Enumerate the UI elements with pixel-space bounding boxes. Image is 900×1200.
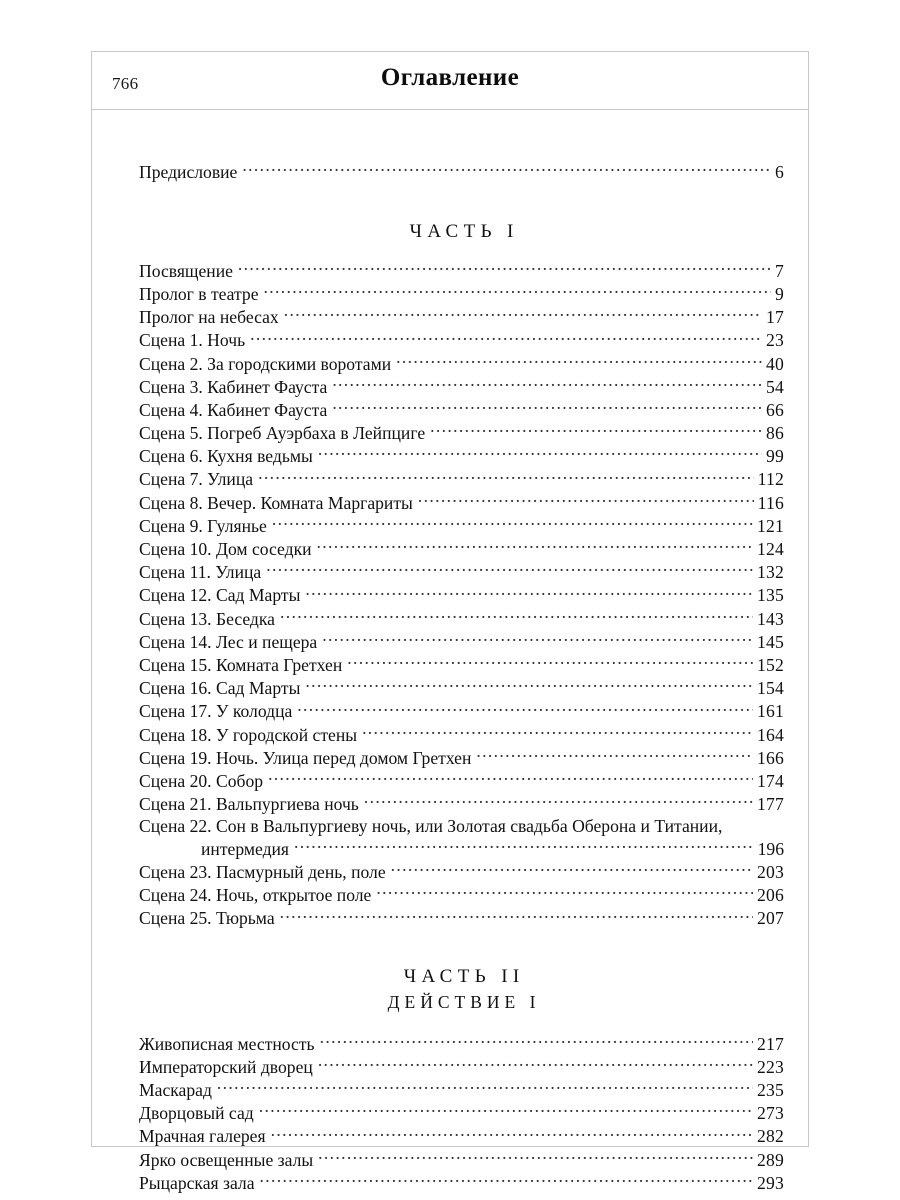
toc-entry-title: Рыцарская зала bbox=[139, 1172, 255, 1193]
toc-entry-title: Сцена 18. У городской стены bbox=[139, 724, 358, 745]
toc-entry-preface[interactable] bbox=[139, 160, 784, 183]
toc-entry[interactable] bbox=[139, 860, 784, 883]
toc-entry-page: 203 bbox=[757, 862, 784, 883]
dot-leader bbox=[264, 282, 771, 300]
page-folio-number: 766 bbox=[112, 74, 139, 93]
toc-entry-page: 132 bbox=[757, 562, 784, 583]
toc-entry-title: Сцена 14. Лес и пещера bbox=[139, 631, 318, 652]
toc-entry-page: 40 bbox=[766, 353, 784, 374]
toc-entry-page: 7 bbox=[775, 260, 784, 281]
toc-entry-continuation bbox=[139, 837, 784, 860]
toc-entry-page: 161 bbox=[757, 701, 784, 722]
toc-entry-page: 116 bbox=[757, 492, 784, 513]
toc-entry[interactable] bbox=[139, 769, 784, 792]
toc-entry-page: 235 bbox=[757, 1080, 784, 1100]
toc-entry-title: Сцена 4. Кабинет Фауста bbox=[139, 399, 328, 420]
dot-leader bbox=[476, 746, 753, 764]
dot-leader bbox=[238, 259, 771, 277]
toc-entry[interactable] bbox=[139, 306, 784, 329]
toc-entry-title: Сцена 24. Ночь, открытое поле bbox=[139, 885, 372, 906]
toc-entry-page: 223 bbox=[757, 1056, 784, 1077]
toc-entry[interactable] bbox=[139, 793, 784, 816]
toc-entry[interactable] bbox=[139, 1125, 784, 1148]
toc-entry-title: Императорский дворец bbox=[139, 1056, 313, 1077]
act-one-heading: ДЕЙСТВИЕ I bbox=[387, 992, 541, 1013]
toc-entry-title: Сцена 5. Погреб Ауэрбаха в Лейпциге bbox=[139, 423, 426, 444]
part-one-entry-list bbox=[139, 259, 784, 930]
toc-entry-page: 143 bbox=[757, 608, 784, 629]
toc-entry-title: Сцена 25. Тюрьма bbox=[139, 908, 275, 929]
toc-entry-page: 206 bbox=[757, 885, 784, 906]
toc-entry-title: Сцена 19. Ночь. Улица перед домом Гретхен bbox=[139, 747, 472, 768]
dot-leader bbox=[322, 630, 753, 648]
toc-entry-title: Сцена 2. За городскими воротами bbox=[139, 353, 392, 374]
dot-leader bbox=[297, 700, 753, 718]
toc-entry-title: Мрачная галерея bbox=[139, 1126, 266, 1147]
dot-leader bbox=[364, 793, 753, 811]
toc-entry-title: Пролог на небесах bbox=[139, 307, 279, 328]
toc-entry-page: 282 bbox=[757, 1126, 784, 1147]
toc-entry-title: Сцена 20. Собор bbox=[139, 770, 264, 791]
toc-entry-multiline[interactable] bbox=[139, 816, 784, 861]
dot-leader bbox=[391, 860, 753, 878]
toc-entry-title: Сцена 16. Сад Марты bbox=[139, 678, 301, 699]
dot-leader bbox=[332, 398, 762, 416]
toc-entry[interactable] bbox=[139, 282, 784, 305]
toc-entry-title: Сцена 23. Пасмурный день, поле bbox=[139, 862, 386, 883]
dot-leader bbox=[266, 561, 753, 579]
spacer bbox=[139, 1014, 784, 1032]
toc-entry-page: 154 bbox=[757, 678, 784, 699]
dot-leader bbox=[305, 677, 753, 695]
toc-entry-page: 166 bbox=[757, 747, 784, 768]
toc-entry[interactable] bbox=[139, 700, 784, 723]
running-header bbox=[92, 52, 808, 110]
dot-leader bbox=[258, 468, 754, 486]
toc-entry[interactable] bbox=[139, 1171, 784, 1194]
toc-entry-title: Сцена 17. У колодца bbox=[139, 701, 293, 722]
toc-entry-title: Сцена 22. Сон в Вальпургиеву ночь, или Золотая свадьба Оберона и Титании, bbox=[139, 815, 723, 836]
toc-entry-page: 289 bbox=[757, 1149, 784, 1170]
dot-leader bbox=[271, 1125, 753, 1143]
dot-leader bbox=[242, 160, 771, 178]
toc-entry[interactable] bbox=[139, 329, 784, 352]
toc-entry-page: 196 bbox=[757, 838, 784, 859]
toc-entry[interactable] bbox=[139, 514, 784, 537]
dot-leader bbox=[418, 491, 754, 509]
dot-leader bbox=[294, 837, 754, 855]
dot-leader bbox=[284, 306, 762, 324]
dot-leader bbox=[318, 445, 762, 463]
dot-leader bbox=[250, 329, 762, 347]
dot-leader bbox=[317, 537, 753, 555]
page-title: Оглавление bbox=[380, 64, 520, 91]
dot-leader bbox=[430, 422, 762, 440]
toc-entry[interactable] bbox=[139, 630, 784, 653]
dot-leader bbox=[260, 1171, 753, 1189]
toc-entry[interactable] bbox=[139, 491, 784, 514]
toc-entry-title: Сцена 11. Улица bbox=[139, 562, 262, 583]
toc-entry[interactable] bbox=[139, 422, 784, 445]
spacer bbox=[139, 183, 784, 219]
book-page-sheet bbox=[91, 51, 809, 1193]
spacer bbox=[139, 930, 784, 964]
toc-entry-page: 9 bbox=[775, 283, 784, 304]
toc-entry-page: 112 bbox=[757, 469, 784, 490]
toc-entry-title: Ярко освещенные залы bbox=[139, 1149, 314, 1170]
toc-entry-page: 6 bbox=[775, 161, 784, 182]
dot-leader bbox=[332, 375, 762, 393]
toc-entry-page: 177 bbox=[757, 794, 784, 815]
toc-entry[interactable] bbox=[139, 1055, 784, 1078]
toc-entry-title: Сцена 21. Вальпургиева ночь bbox=[139, 794, 359, 815]
toc-entry[interactable] bbox=[139, 723, 784, 746]
toc-entry-page: 86 bbox=[766, 423, 784, 444]
toc-entry-title: Сцена 15. Комната Гретхен bbox=[139, 654, 343, 675]
toc-entry-page: 145 bbox=[757, 631, 784, 652]
toc-entry-title: Сцена 13. Беседка bbox=[139, 608, 275, 629]
toc-entry[interactable] bbox=[139, 607, 784, 630]
spacer bbox=[139, 245, 784, 259]
toc-entry-page: 273 bbox=[757, 1103, 784, 1124]
toc-entry[interactable] bbox=[139, 352, 784, 375]
toc-entry-page: 135 bbox=[757, 585, 784, 606]
toc-entry[interactable] bbox=[139, 584, 784, 607]
toc-entry[interactable] bbox=[139, 537, 784, 560]
toc-entry-page: 124 bbox=[757, 539, 784, 560]
dot-leader bbox=[217, 1078, 753, 1096]
dot-leader bbox=[362, 723, 753, 741]
dot-leader bbox=[320, 1032, 753, 1050]
toc-entry-title: Сцена 6. Кухня ведьмы bbox=[139, 446, 313, 467]
toc-entry[interactable] bbox=[139, 677, 784, 700]
toc-entry-title: Посвящение bbox=[139, 260, 233, 281]
toc-entry-page: 121 bbox=[757, 515, 784, 536]
toc-entry[interactable] bbox=[139, 746, 784, 769]
toc-entry[interactable] bbox=[139, 375, 784, 398]
dot-leader bbox=[272, 514, 753, 532]
toc-entry-title: Предисловие bbox=[139, 161, 238, 182]
toc-entry-title: Сцена 9. Гулянье bbox=[139, 515, 267, 536]
toc-entry-page: 293 bbox=[757, 1172, 784, 1193]
toc-entry-page: 54 bbox=[766, 376, 784, 397]
dot-leader bbox=[280, 907, 753, 925]
toc-entry-title: Сцена 10. Дом соседки bbox=[139, 539, 312, 560]
toc-entry-title: Сцена 8. Вечер. Комната Маргариты bbox=[139, 492, 413, 513]
toc-entry[interactable] bbox=[139, 1078, 784, 1101]
part-one-heading: ЧАСТЬ I bbox=[409, 221, 519, 243]
toc-entry-title: Живописная местность bbox=[139, 1033, 315, 1054]
toc-entry-page: 152 bbox=[757, 654, 784, 675]
toc-entry-page: 99 bbox=[766, 446, 784, 467]
toc-entry-page: 164 bbox=[757, 724, 784, 745]
dot-leader bbox=[347, 653, 753, 671]
dot-leader bbox=[280, 607, 753, 625]
toc-entry[interactable] bbox=[139, 884, 784, 907]
toc-entry-page: 207 bbox=[757, 908, 784, 929]
toc-entry-title: Дворцовый сад bbox=[139, 1103, 254, 1124]
toc-entry-title: Сцена 7. Улица bbox=[139, 469, 254, 490]
toc-entry[interactable] bbox=[139, 259, 784, 282]
toc-entry-page: 66 bbox=[766, 399, 784, 420]
dot-leader bbox=[268, 769, 753, 787]
dot-leader bbox=[318, 1148, 753, 1166]
toc-entry-title-continued: интермедия bbox=[201, 838, 290, 859]
toc-entry[interactable] bbox=[139, 907, 784, 930]
toc-entry-page: 217 bbox=[757, 1033, 784, 1054]
dot-leader bbox=[318, 1055, 753, 1073]
toc-entry[interactable] bbox=[139, 398, 784, 421]
toc-entry-title: Маскарад bbox=[139, 1080, 212, 1100]
dot-leader bbox=[259, 1102, 753, 1120]
toc-entry[interactable] bbox=[139, 561, 784, 584]
toc-entry[interactable] bbox=[139, 1102, 784, 1125]
toc-entry-title: Сцена 3. Кабинет Фауста bbox=[139, 376, 328, 397]
toc-entry[interactable] bbox=[139, 468, 784, 491]
toc-entry[interactable] bbox=[139, 445, 784, 468]
table-of-contents bbox=[139, 160, 784, 1194]
toc-entry-page: 23 bbox=[766, 330, 784, 351]
toc-entry[interactable] bbox=[139, 1148, 784, 1171]
toc-entry-title: Сцена 12. Сад Марты bbox=[139, 585, 301, 606]
toc-entry-title: Пролог в театре bbox=[139, 283, 259, 304]
toc-entry-page: 17 bbox=[766, 307, 784, 328]
part-two-entry-list bbox=[139, 1032, 784, 1194]
toc-entry[interactable] bbox=[139, 653, 784, 676]
dot-leader bbox=[396, 352, 762, 370]
dot-leader bbox=[305, 584, 753, 602]
toc-entry[interactable] bbox=[139, 1032, 784, 1055]
toc-entry-page: 174 bbox=[757, 770, 784, 791]
dot-leader bbox=[376, 884, 753, 902]
part-two-heading: ЧАСТЬ II bbox=[403, 966, 525, 988]
toc-entry-title: Сцена 1. Ночь bbox=[139, 330, 246, 351]
